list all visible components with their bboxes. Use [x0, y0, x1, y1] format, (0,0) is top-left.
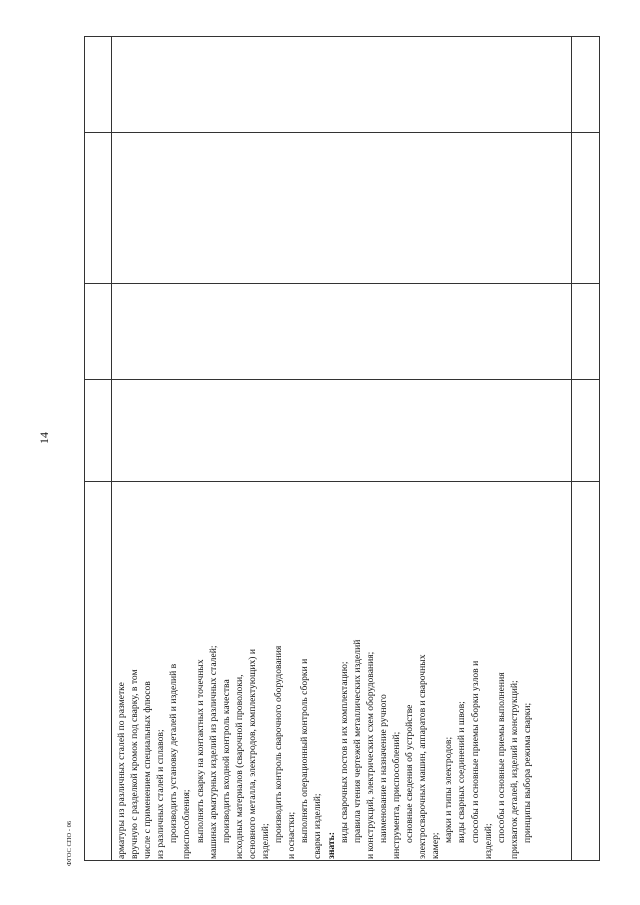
text-line: правила чтения чертежей металлических изделий	[351, 639, 363, 843]
text-line: выполнять сварку на контактных и точечных	[194, 659, 206, 843]
text-line: приспособления;	[181, 789, 193, 859]
text-line: производить входной контроль качества	[220, 679, 232, 843]
text-line: числе с применением специальных флюсов	[142, 681, 154, 859]
text-line: производить контроль сварочного оборудования	[273, 645, 285, 843]
footer-code: ФГОС СПО - 06	[66, 820, 73, 866]
competency-table	[84, 36, 600, 861]
text-line: инструмента, приспособлений;	[390, 731, 402, 859]
text-line: виды сварных соединений и швов;	[456, 701, 468, 843]
page-number: 14	[37, 432, 51, 444]
text-line: вручную с разделкой кромок под сварку, в том	[129, 669, 141, 859]
table-divider	[85, 283, 599, 284]
text-line: наименование и назначение ручного	[377, 694, 389, 843]
table-divider	[571, 37, 572, 860]
text-line: производить установку деталей и изделий в	[168, 663, 180, 843]
text-line: из различных сталей и сплавов;	[155, 729, 167, 859]
text-line: машинах арматурных изделий из различных сталей;	[207, 645, 219, 859]
text-line: прихваток деталей, изделий и конструкций;	[508, 680, 520, 859]
text-line: выполнять операционный контроль сборки и	[299, 658, 311, 843]
text-line: исходных материалов (сварочной проволоки,	[233, 674, 245, 859]
text-line: изделий;	[260, 823, 272, 859]
table-divider	[85, 379, 599, 380]
text-line: способы и основные приемы выполнения	[495, 672, 507, 843]
text-cell	[111, 481, 571, 862]
text-line: и конструкций, электрических схем оборудования;	[364, 651, 376, 859]
text-line: принципы выбора режима сварки;	[521, 702, 533, 843]
text-line: изделий;	[482, 823, 494, 859]
text-line: основного металла, электродов, комплектующих) и	[246, 649, 258, 859]
text-line: арматуры из различных сталей по разметке	[116, 682, 127, 859]
text-column	[115, 487, 567, 859]
text-line: марки и типы электродов;	[443, 736, 455, 843]
text-line: основные сведения об устройстве	[404, 704, 416, 843]
text-line: способы и основные приемы сборки узлов и	[469, 660, 481, 843]
text-line: электросварочных машин, аппаратов и сварочных	[417, 654, 429, 859]
table-divider	[85, 132, 599, 133]
text-line: знать:	[325, 832, 337, 859]
text-line: и оснастки;	[286, 811, 298, 859]
text-line: сварки изделий;	[312, 793, 324, 859]
text-line: камер;	[430, 832, 442, 859]
text-line: виды сварочных постов и их комплектацию;	[338, 661, 350, 843]
